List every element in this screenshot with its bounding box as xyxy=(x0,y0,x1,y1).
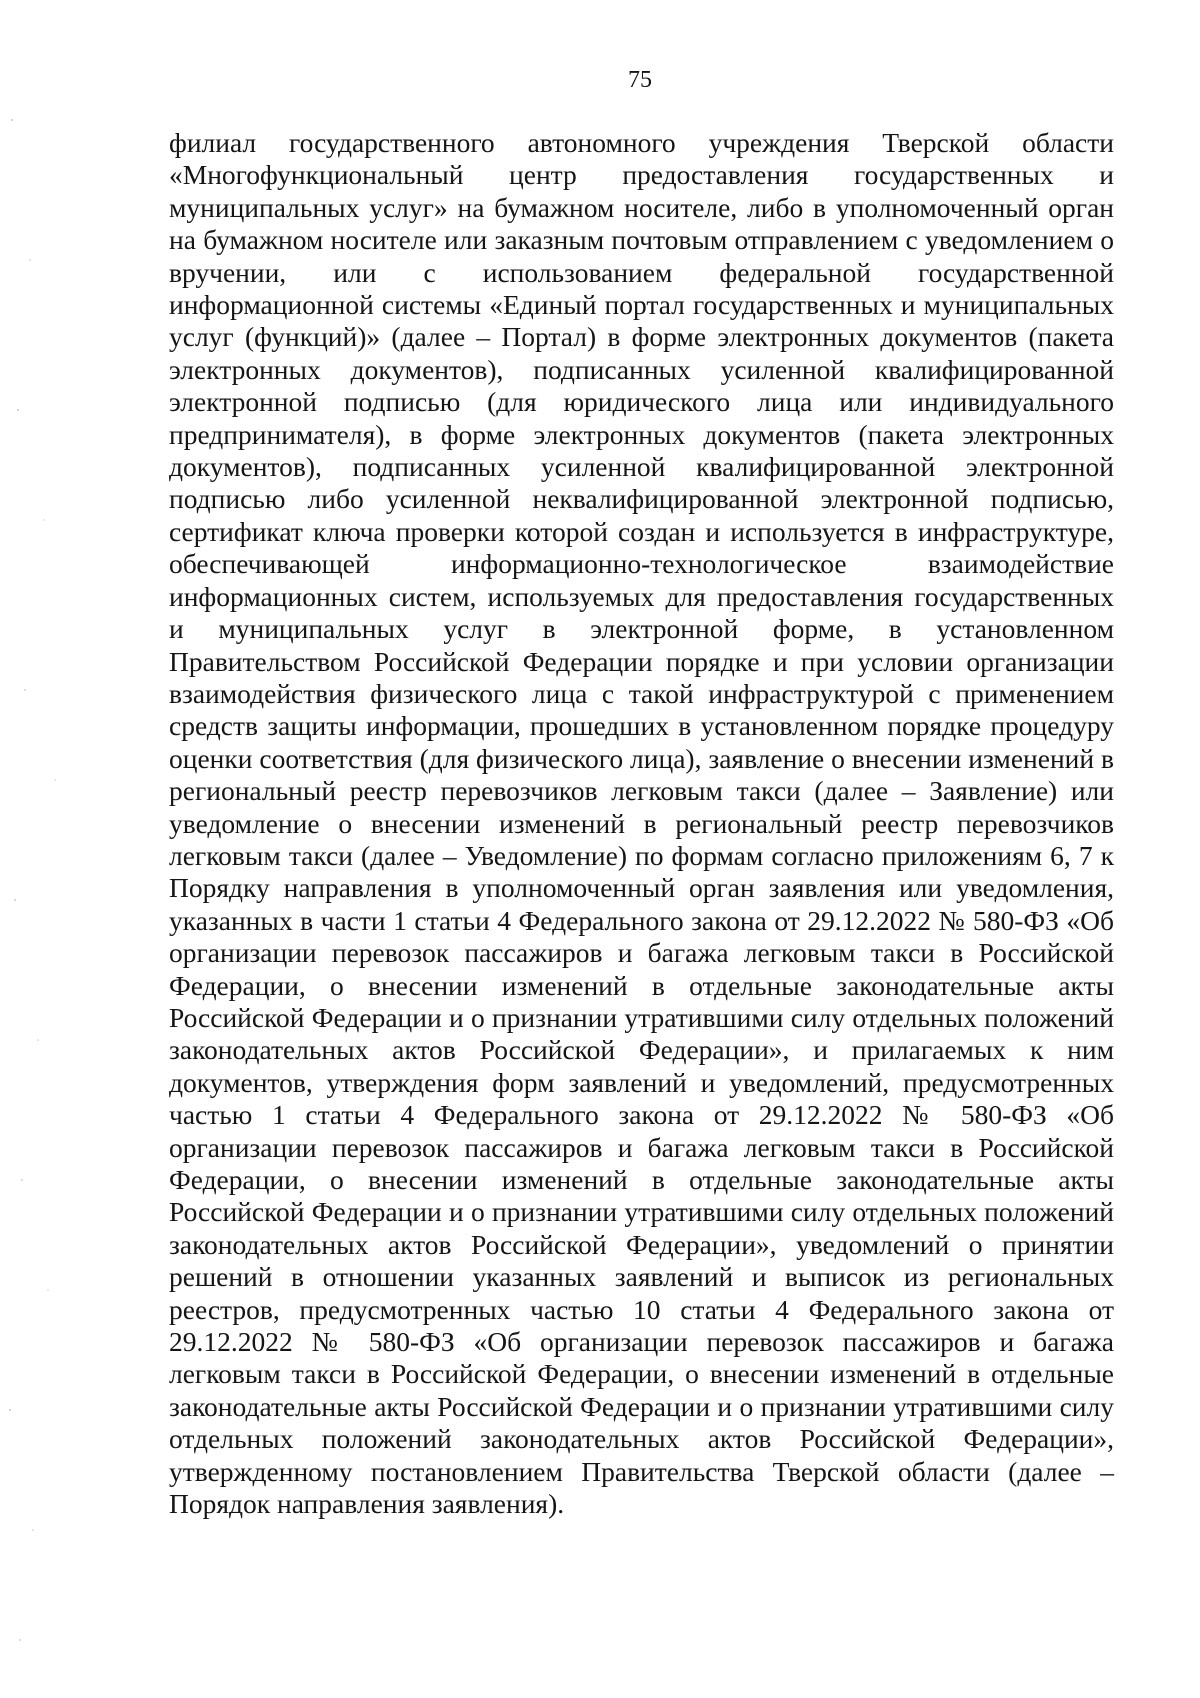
page-number: 75 xyxy=(628,67,652,93)
scan-speckle-margin xyxy=(0,0,80,1698)
body-paragraph: филиал государственного автономного учреждения Тверской области «Многофункциональный центр предоставления государственных и муниципальных услуг» на бумажном носителе, либо в уполномоченный орган на бумажном носителе или заказным почтовым отправлением с уведомлением о вручении, или с использованием федеральной государственной информационной системы «Единый портал государственных и муниципальных услуг (функций)» (далее – Портал) в форме электронных документов (пакета электронных документов), подписанных усиленной квалифицированной электронной подписью (для юридического лица или индивидуального предпринимателя), в форме электронных документов (пакета электронных документов), подписанных усиленной квалифицированной электронной подписью либо усиленной неквалифицированной электронной подписью, сертификат ключа проверки которой создан и используется в инфраструктуре, обеспечивающей информационно-технологическое взаимодействие информационных систем, используемых для предоставления государственных и муниципальных услуг в электронной форме, в установленном Правительством Российской Федерации порядке и при условии организации взаимодействия физического лица с такой инфраструктурой с применением средств защиты информации, прошедших в установленном порядке процедуру оценки соответствия (для физического лица), заявление о внесении изменений в региональный реестр перевозчиков легковым такси (далее – Заявление) или уведомление о внесении изменений в региональный реестр перевозчиков легковым такси (далее – Уведомление) по формам согласно приложениям 6, 7 к Порядку направления в уполномоченный орган заявления или уведомления, указанных в части 1 статьи 4 Федерального закона от 29.12.2022 № 580-ФЗ «Об организации перевозок пассажиров и багажа легковым такси в Российской Федерации, о внесении изменений в отдельные законодательные акты Российской Федерации и о признании утратившими силу отдельных положений законодательных актов Российской Федерации», и прилагаемых к ним документов, утверждения форм заявлений и уведомлений, предусмотренных частью 1 статьи 4 Федерального закона от 29.12.2022 № 580-ФЗ «Об организации перевозок пассажиров и багажа легковым такси в Российской Федерации, о внесении изменений в отдельные законодательные акты Российской Федерации и о признании утратившими силу отдельных положений законодательных актов Российской Федерации», уведомлений о принятии решений в отношении указанных заявлений и выписок из региональных реестров, предусмотренных частью 10 статьи 4 Федерального закона от 29.12.2022 № 580-ФЗ «Об организации перевозок пассажиров и багажа легковым такси в Российской Федерации, о внесении изменений в отдельные законодательные акты Российской Федерации и о признании утратившими силу отдельных положений законодательных актов Российской Федерации», утвержденному постановлением Правительства Тверской области (далее – Порядок направления заявления). xyxy=(169,127,1114,1520)
